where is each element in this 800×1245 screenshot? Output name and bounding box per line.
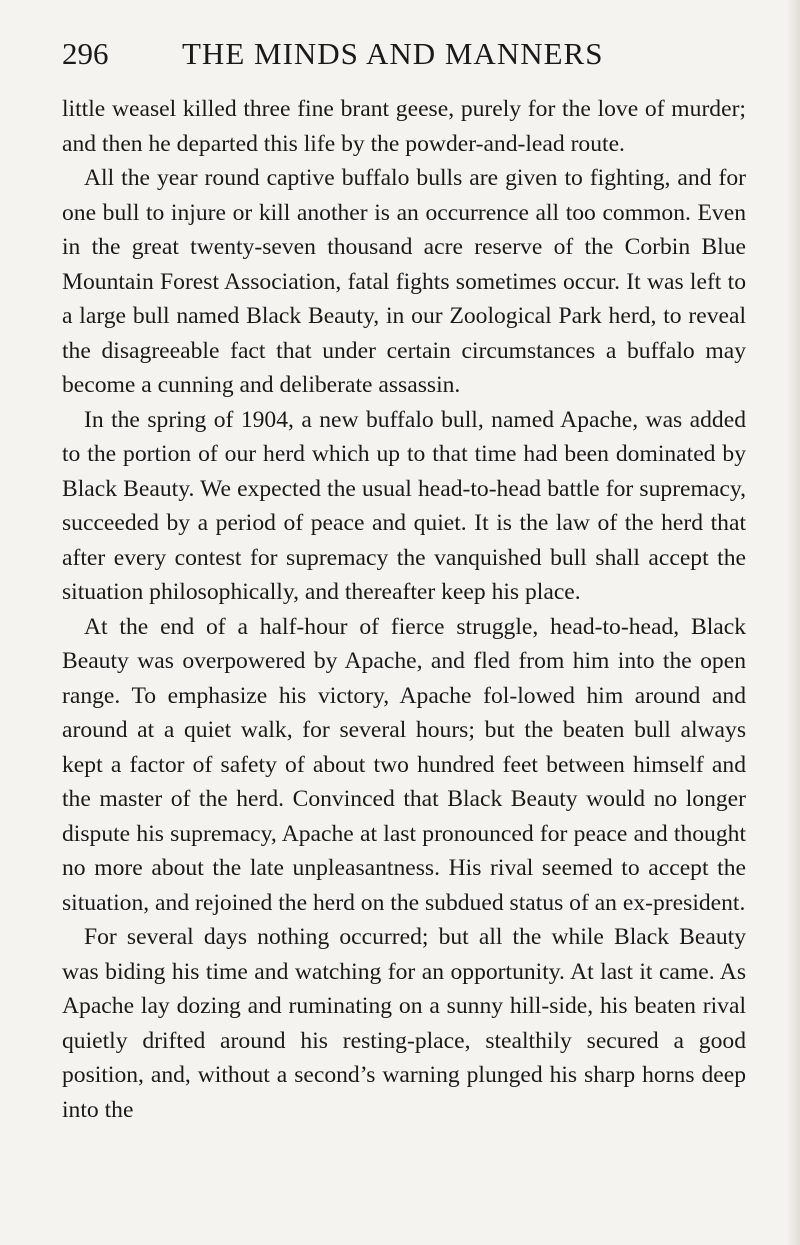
paragraph: At the end of a half-hour of fierce struggle, head-to-head, Black Beauty was overpowered by Apache, and fled from him into the open range. To emphasize his victory, Apache fol-lowed him around and around at a quiet walk, for several hours; but the beaten bull always kept a factor of safety of about two hundred feet between himself and the master of the herd. Convinced that Black Beauty would no longer dispute his supremacy, Apache at last pronounced for peace and thought no more about the late unpleasantness. His rival seemed to accept the situation, and rejoined the herd on the subdued status of an ex-president.: [62, 613, 746, 916]
page-edge-shadow: [786, 0, 800, 1245]
paragraph: In the spring of 1904, a new buffalo bull, named Apache, was added to the portion of our herd which up to that time had been dominated by Black Beauty. We expected the usual head-to-head battle for supremacy, succeeded by a period of peace and quiet. It is the law of the herd that after every contest for supremacy the vanquished bull shall accept the situation philosophically, and thereafter keep his place.: [62, 406, 746, 605]
body-text: [62, 92, 746, 1127]
running-head: THE MINDS AND MANNERS: [182, 36, 604, 71]
page-number: 296: [62, 36, 109, 71]
page-header: [62, 34, 742, 74]
paragraph: For several days nothing occurred; but all the while Black Beauty was biding his time and watching for an opportunity. At last it came. As Apache lay dozing and ruminating on a sunny hill-side, his beaten rival quietly drifted around his resting-place, stealthily secured a good position, and, without a second’s warning plunged his sharp horns deep into the: [62, 924, 746, 1123]
paragraph-continuation: little weasel killed three fine brant geese, purely for the love of murder; and then he departed this life by the powder-and-lead route.: [62, 96, 746, 157]
paragraph: All the year round captive buffalo bulls are given to fighting, and for one bull to injure or kill another is an occurrence all too common. Even in the great twenty-seven thousand acre reserve of the Corbin Blue Mountain Forest Association, fatal fights sometimes occur. It was left to a large bull named Black Beauty, in our Zoological Park herd, to reveal the disagreeable fact that under certain circumstances a buffalo may become a cunning and deliberate assassin.: [62, 165, 746, 398]
